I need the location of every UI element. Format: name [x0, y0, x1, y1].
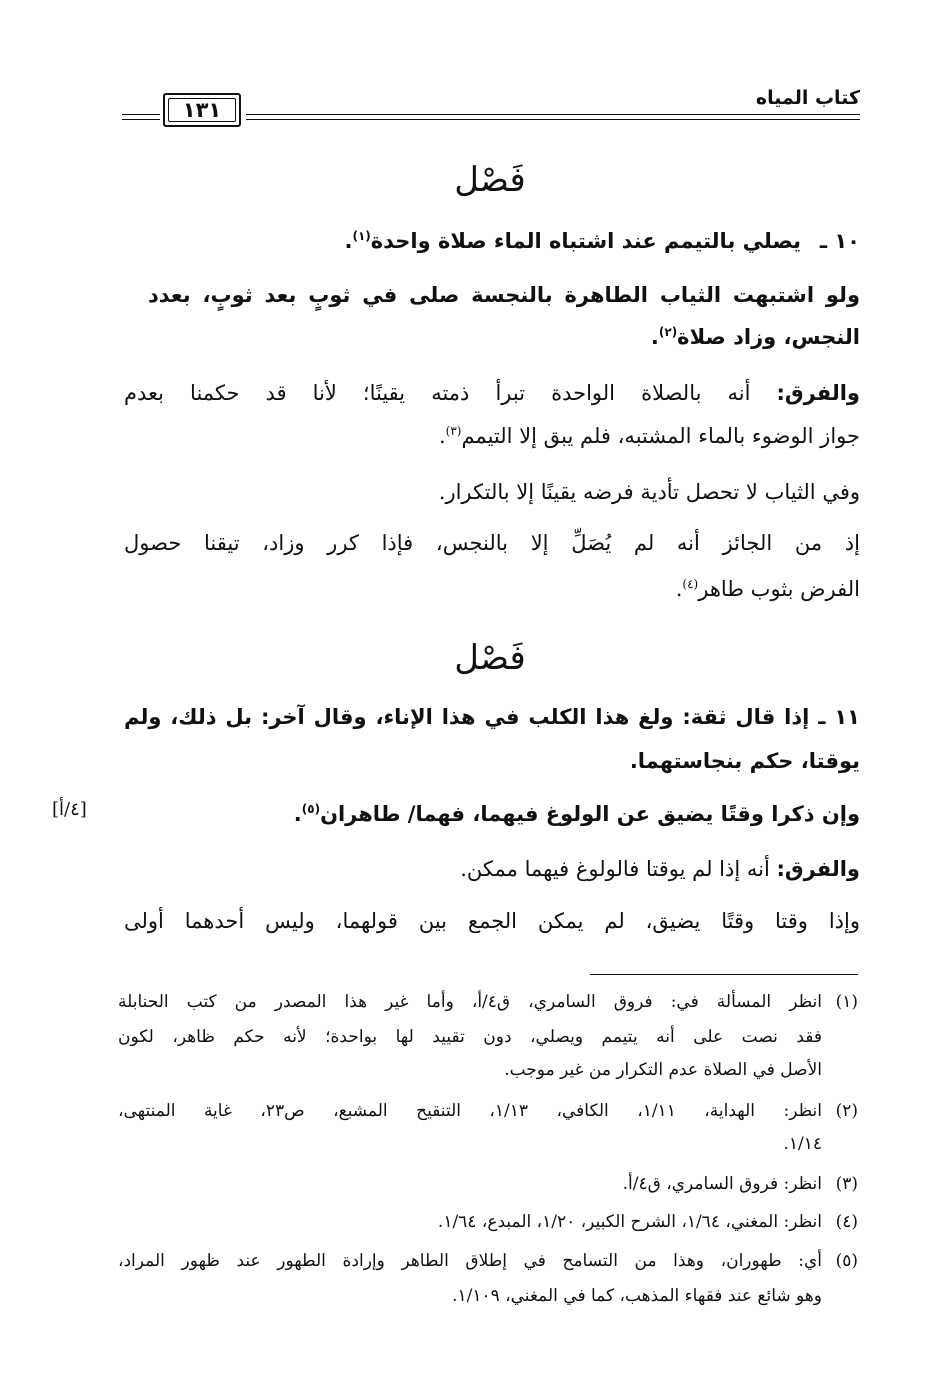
issue-11-line-5: وإذا وقتا وقتًا يضيق، لم يمكن الجمع بين قولهما، وليس أحدهما أولى	[124, 909, 860, 933]
footnote-separator	[590, 974, 858, 975]
issue-10-line-7: إذ من الجائز أنه لم يُصَلِّ إلا بالنجس، فإذا كرر وزاد، تيقنا حصول	[124, 531, 860, 555]
page-number-box	[163, 93, 241, 127]
header-rule	[122, 114, 160, 115]
page-number: ١٣١	[182, 98, 222, 122]
farq-label: والفرق:	[776, 857, 860, 881]
running-title: كتاب المياه	[755, 87, 860, 109]
footnote-ref[interactable]: (١)	[352, 229, 371, 243]
issue-10-line-3: النجس، وزاد صلاة$^{(٢)}$.	[650, 325, 860, 349]
footnote-number: (٣)	[835, 1174, 858, 1194]
footnote-number: (٥)	[835, 1251, 858, 1271]
footnote-text: انظر: المغني، ١/٦٤، الشرح الكبير، ١/٢٠، المبدع، ١/٦٤.	[437, 1212, 822, 1232]
issue-number: ١٠ ـ	[819, 229, 860, 253]
issue-10-line-1: ١٠ ـ يصلي بالتيمم عند اشتباه الماء صلاة واحدة$^{(١)}$.	[344, 229, 860, 253]
footnote-number: (٢)	[835, 1101, 858, 1121]
issue-10-line-2: ولو اشتبهت الثياب الطاهرة بالنجسة صلى في ثوبٍ بعد ثوبٍ، بعدد	[148, 283, 860, 307]
footnote-ref[interactable]: (٤)	[682, 577, 699, 591]
issue-10-line-8: الفرض بثوب طاهر$^{(٤)}$.	[675, 577, 860, 601]
section-heading: فَصْل	[454, 160, 526, 200]
issue-11-farq-line: والفرق: أنه إذا لم يوقتا فالولوغ فيهما ممكن.	[460, 857, 860, 881]
footnote-text: انظر: فروق السامري، ق٤/أ.	[622, 1174, 822, 1194]
header-rule	[246, 114, 860, 115]
farq-label: والفرق:	[776, 381, 860, 405]
footnote-number: (١)	[835, 992, 858, 1012]
manuscript-folio-ref: [٤/أ]	[52, 799, 87, 820]
footnote-text: انظر المسألة في: فروق السامري، ق٤/أ، وأما غير هذا المصدر من كتب الحنابلة	[118, 992, 822, 1012]
footnote-text: وهو شائع عند فقهاء المذهب، كما في المغني، ١/١٠٩.	[452, 1286, 822, 1306]
footnote-text: أي: طهوران، وهذا من التسامح في إطلاق الطاهر وإرادة الطهور عند ظهور المراد،	[118, 1251, 822, 1271]
footnote-number: (٤)	[835, 1212, 858, 1232]
issue-number: ١١ ـ	[818, 705, 860, 729]
footnote-ref[interactable]: (٥)	[301, 802, 321, 816]
section-heading: فَصْل	[454, 638, 526, 678]
footnote-text: ١/١٤.	[783, 1134, 822, 1154]
footnote-text: فقد نصت على أنه يتيمم ويصلي، دون تقييد لها بواحدة؛ لأنه حكم ظاهر، لكون	[118, 1027, 822, 1047]
header-rule	[122, 119, 160, 120]
header-rule	[246, 119, 860, 120]
footnote-text: الأصل في الصلاة عدم التكرار من غير موجب.	[504, 1060, 822, 1080]
issue-11-line-3: وإن ذكرا وقتًا يضيق عن الولوغ فيهما، فهما/ طاهران$^{(٥)}$.	[293, 802, 860, 826]
issue-11-line-1: ١١ ـ إذا قال ثقة: ولغ هذا الكلب في هذا الإناء، وقال آخر: بل ذلك، ولم	[124, 705, 860, 729]
issue-11-line-2: يوقتا، حكم بنجاستهما.	[629, 749, 860, 773]
footnote-ref[interactable]: (٢)	[658, 325, 678, 339]
issue-10-line-6: وفي الثياب لا تحصل تأدية فرضه يقينًا إلا بالتكرار.	[438, 480, 860, 504]
footnote-text: انظر: الهداية، ١/١١، الكافي، ١/١٣، التنقيح المشبع، ص٢٣، غاية المنتهى،	[118, 1101, 822, 1121]
issue-10-farq-line-2: جواز الوضوء بالماء المشتبه، فلم يبق إلا التيمم$^{(٣)}$.	[438, 424, 860, 448]
issue-10-farq-line-1: والفرق: أنه بالصلاة الواحدة تبرأ ذمته يقينًا؛ لأنا قد حكمنا بعدم	[124, 381, 860, 405]
footnote-ref[interactable]: (٣)	[445, 424, 462, 438]
